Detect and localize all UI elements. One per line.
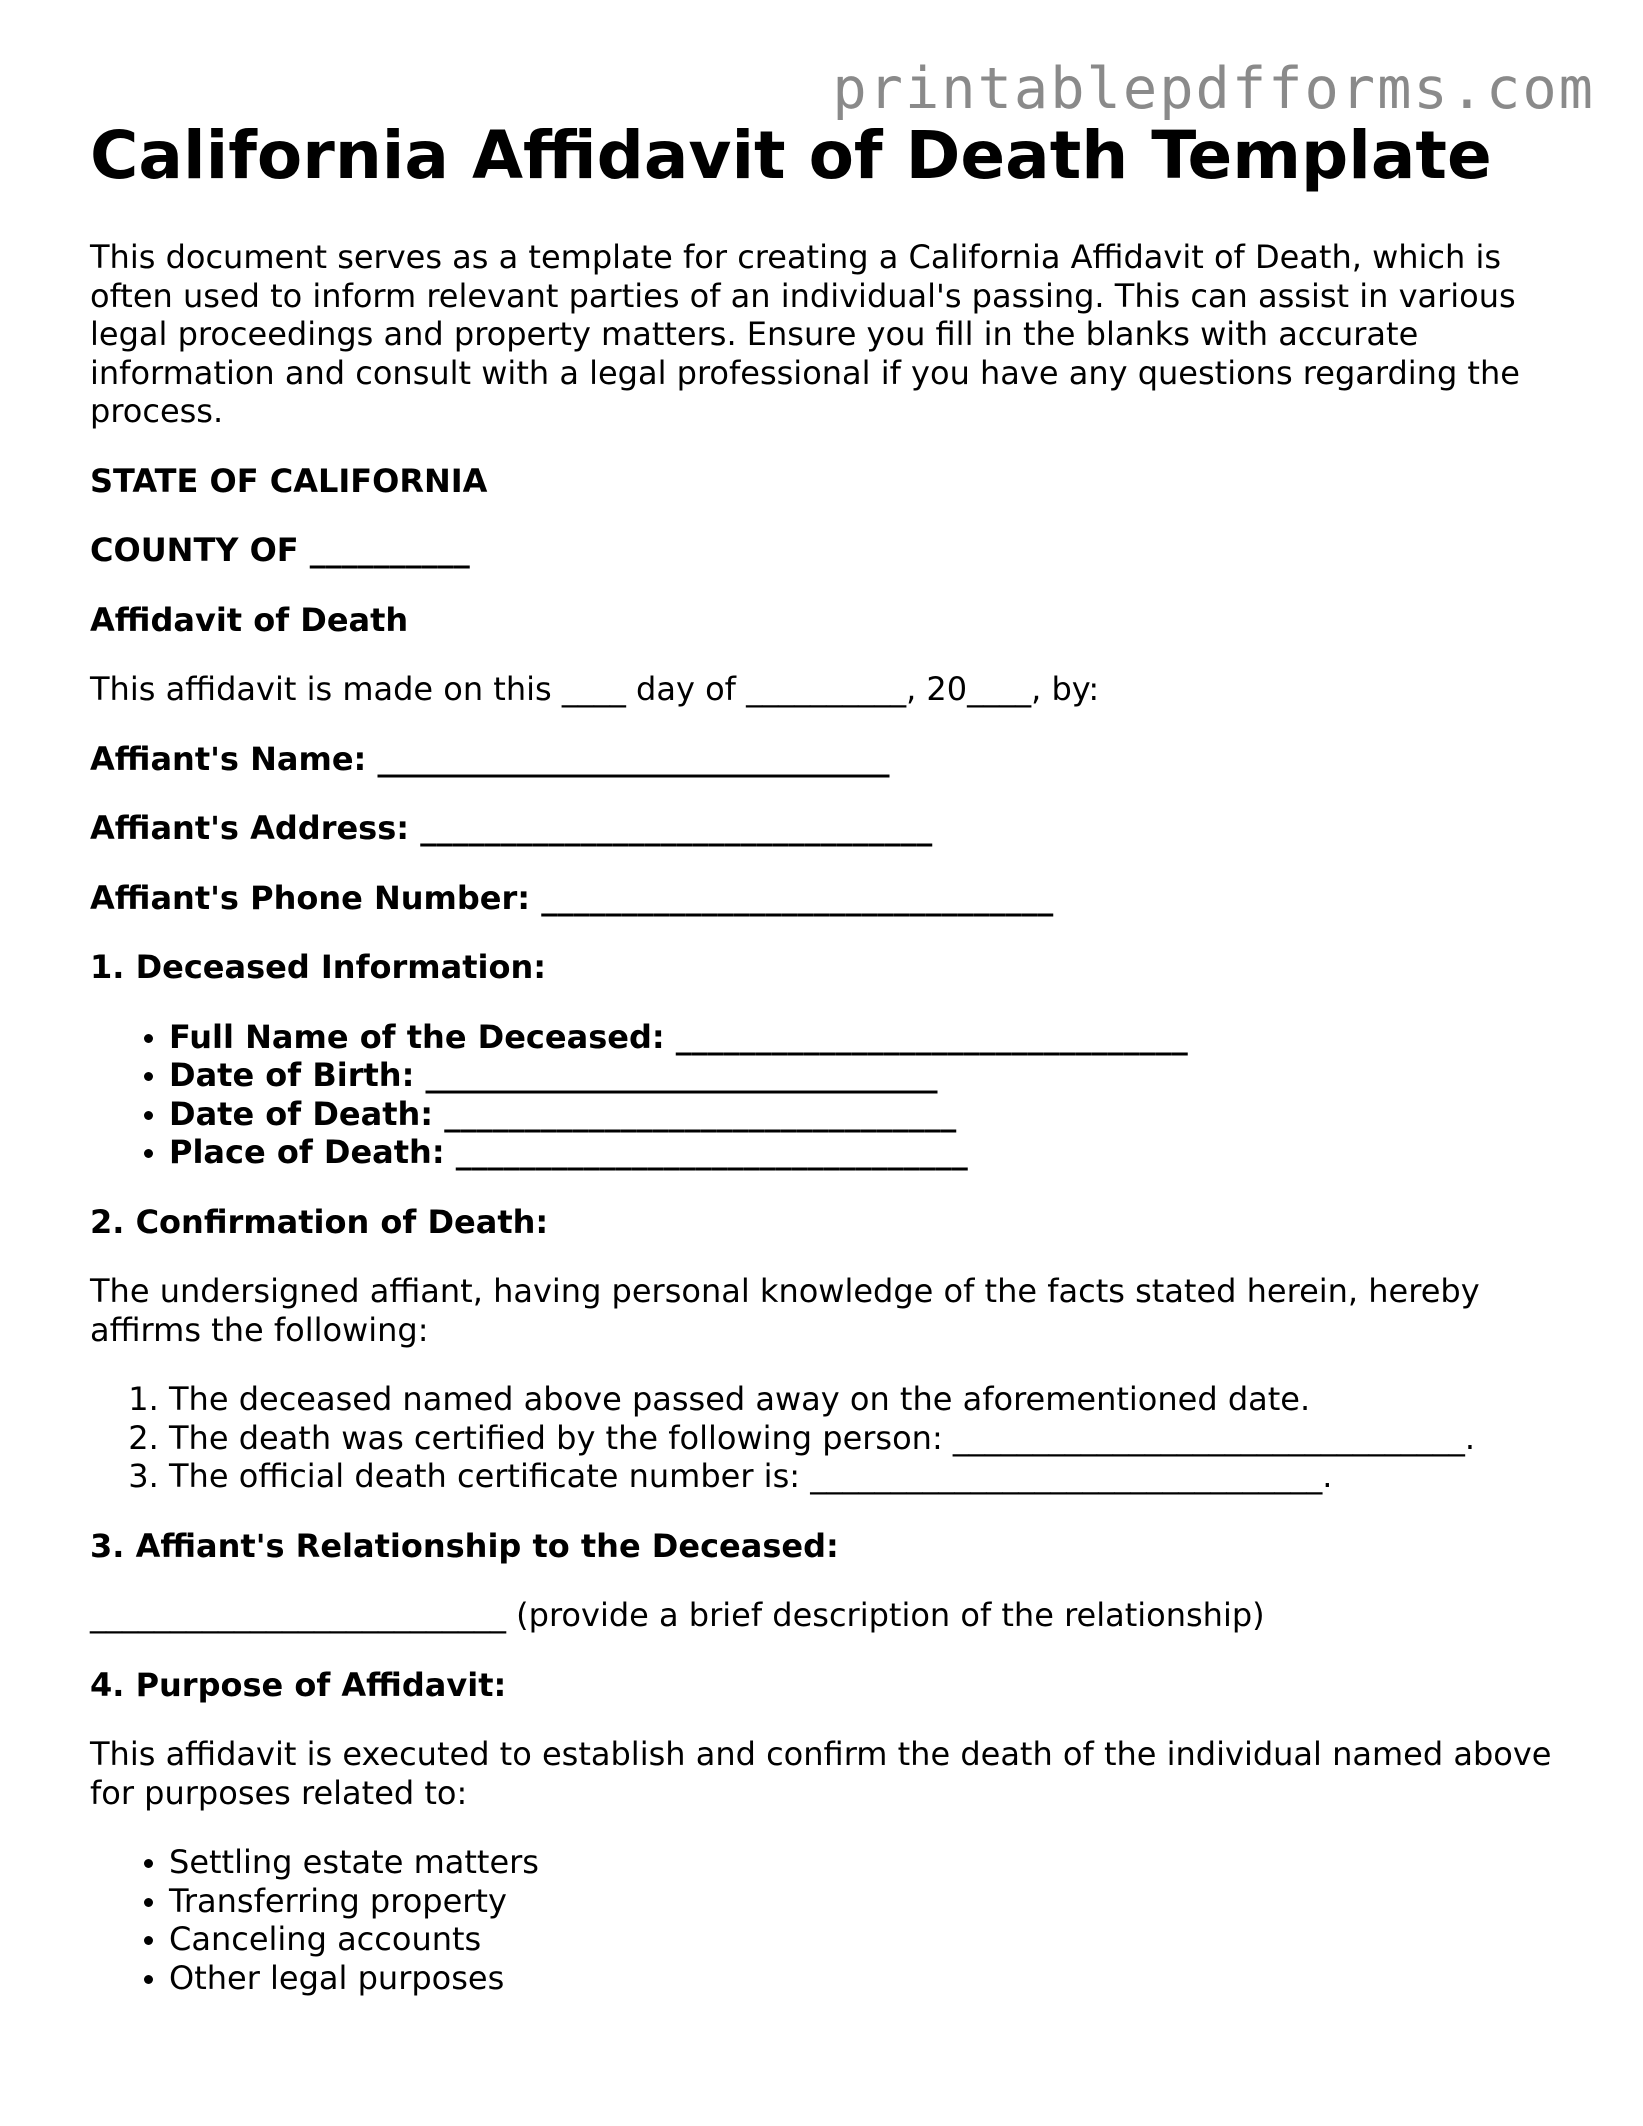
list-item: 3. The official death certificate number is: ________________________________.	[169, 1457, 1570, 1496]
list-item: • Canceling accounts	[169, 1920, 1570, 1959]
state-line: STATE OF CALIFORNIA	[90, 461, 488, 500]
affiant-phone-line: Affiant's Phone Number: ________________________________	[90, 878, 1054, 917]
affidavit-heading: Affidavit of Death	[90, 600, 409, 639]
section4-text: This affidavit is executed to establish and confirm the death of the individual named above for purposes related to:	[90, 1735, 1552, 1812]
list-item: • Transferring property	[169, 1882, 1570, 1921]
document-content	[90, 116, 1570, 2028]
relationship-line: __________________________ (provide a brief description of the relationship)	[90, 1596, 1265, 1634]
section2-text: The undersigned affiant, having personal knowledge of the facts stated herein, hereby affirms the following:	[90, 1272, 1480, 1349]
list-item: • Settling estate matters	[169, 1843, 1570, 1882]
purpose-list	[90, 1843, 1570, 1997]
section1-heading: 1. Deceased Information:	[90, 948, 547, 986]
watermark: printablepdfforms.com	[832, 56, 1595, 122]
page-title: California Affidavit of Death Template	[90, 117, 1492, 194]
affiant-name-line: Affiant's Name: ________________________________	[90, 739, 890, 778]
list-item: • Date of Death: ________________________________	[169, 1095, 1570, 1134]
intro-paragraph: This document serves as a template for creating a California Affidavit of Death, which is often used to inform relevant parties of an individual's passing. This can assist in various legal proceedings and property matters. Ensure you fill in the blanks with accurate information and consult with a legal professional if you have any questions regarding the process.	[90, 238, 1520, 430]
list-item: • Other legal purposes	[169, 1959, 1570, 1998]
list-item: • Place of Death: ________________________________	[169, 1133, 1570, 1172]
list-item: • Full Name of the Deceased: ________________________________	[169, 1018, 1570, 1057]
county-line: COUNTY OF __________	[90, 531, 470, 569]
made-on-line: This affidavit is made on this ____ day of __________, 20____, by:	[90, 670, 1100, 708]
deceased-info-list	[90, 1018, 1570, 1172]
section4-heading: 4. Purpose of Affidavit:	[90, 1665, 507, 1704]
list-item: • Date of Birth: ________________________________	[169, 1056, 1570, 1095]
affiant-address-line: Affiant's Address: ________________________________	[90, 809, 933, 847]
confirmation-list	[90, 1380, 1570, 1496]
section3-heading: 3. Affiant's Relationship to the Deceased:	[90, 1526, 839, 1565]
section2-heading: 2. Confirmation of Death:	[90, 1202, 549, 1241]
list-item: 2. The death was certified by the following person: ________________________________.	[169, 1419, 1570, 1458]
list-item: 1. The deceased named above passed away on the aforementioned date.	[169, 1380, 1570, 1419]
